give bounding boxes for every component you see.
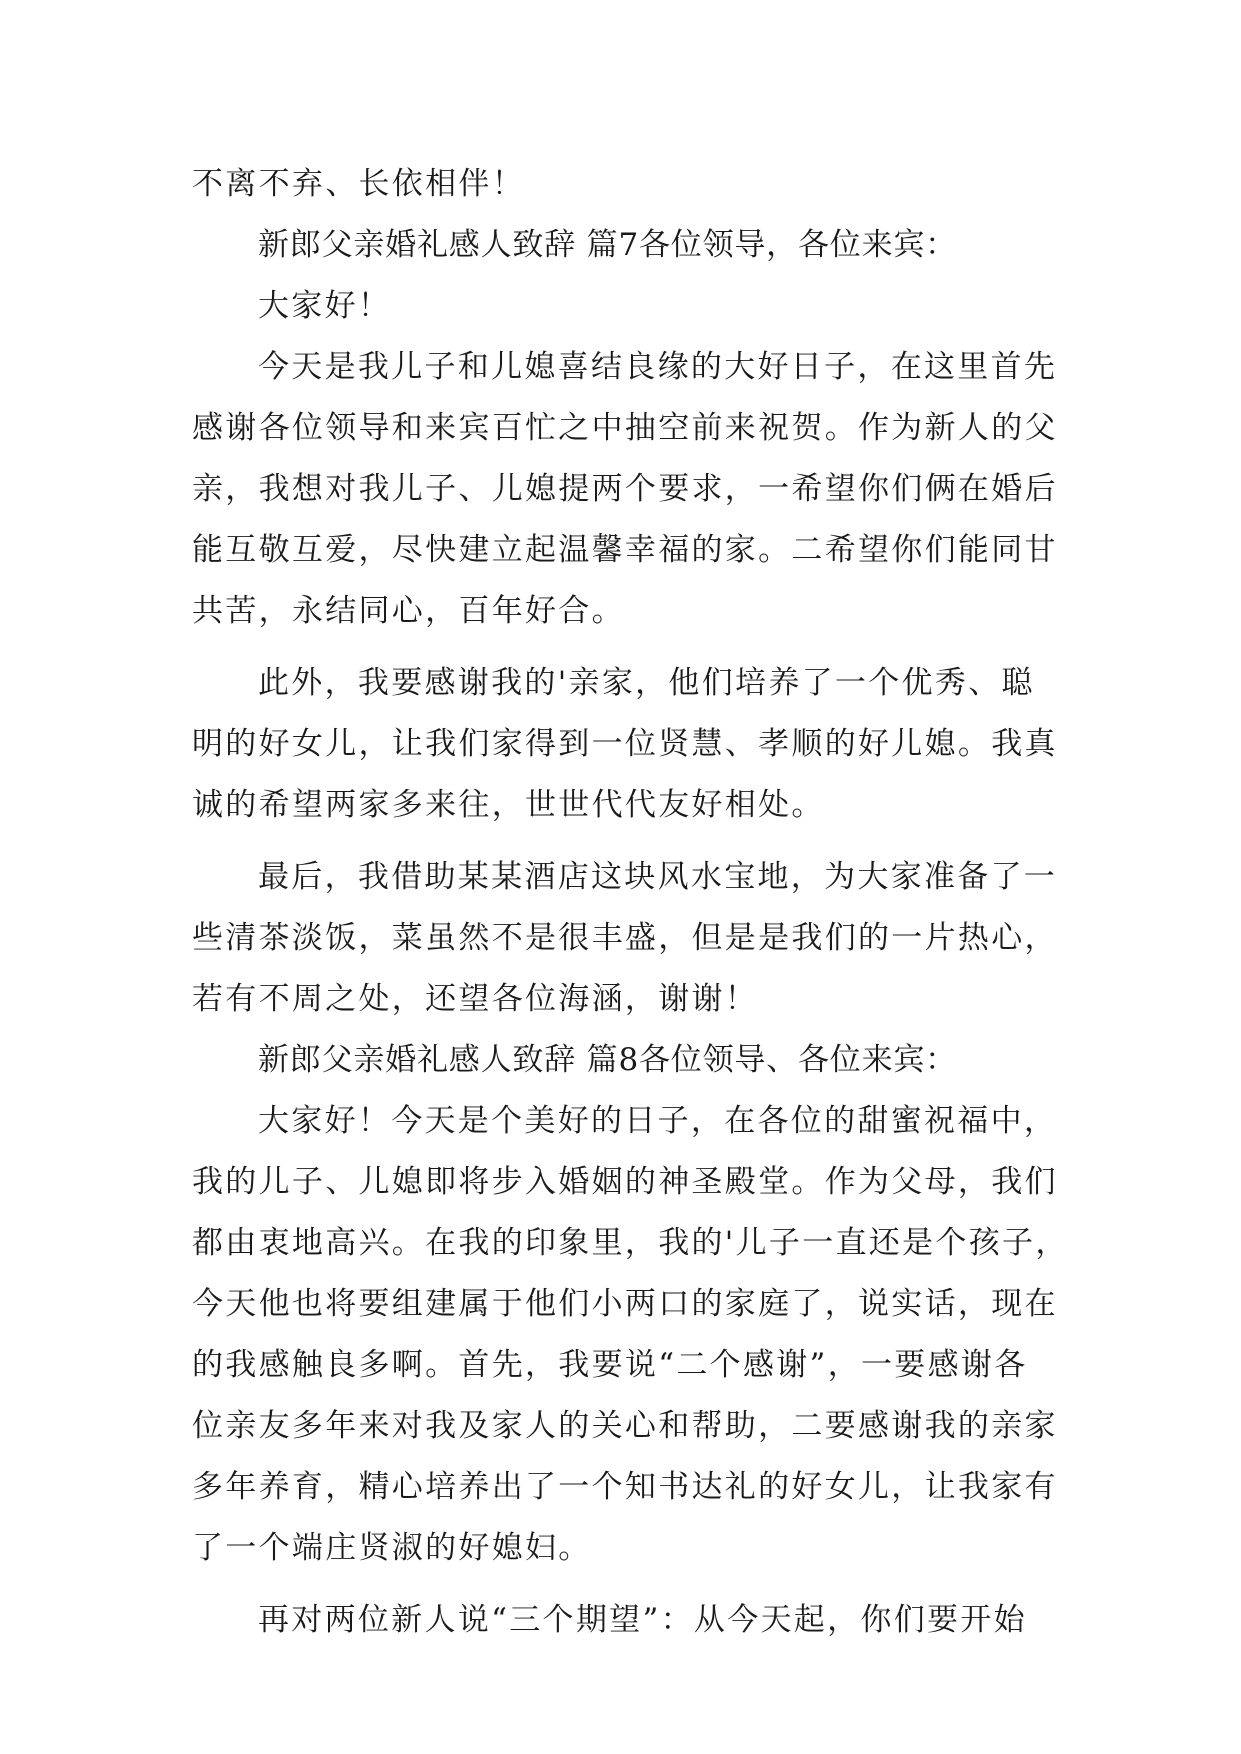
greeting: 大家好！	[258, 288, 392, 324]
text-line: 今天他也将要组建属于他们小两口的家庭了，说实话，现在	[192, 1286, 1058, 1322]
text-line: 都由衷地高兴。在我的印象里，我的'儿子一直还是个孩子，	[192, 1225, 1069, 1261]
section-heading-7: 新郎父亲婚礼感人致辞 篇7各位领导，各位来宾：	[258, 227, 957, 263]
text-line: 我的儿子、儿媳即将步入婚姻的神圣殿堂。作为父母，我们	[192, 1164, 1058, 1200]
text-line: 不离不弃、长依相伴！	[192, 166, 525, 202]
text-line: 诚的希望两家多来往，世世代代友好相处。	[192, 787, 825, 823]
text-line: 些清茶淡饭，菜虽然不是很丰盛，但是是我们的一片热心，	[192, 920, 1058, 956]
text-line: 最后，我借助某某酒店这块风水宝地，为大家准备了一	[258, 859, 1058, 895]
text-line: 了一个端庄贤淑的好媳妇。	[192, 1530, 592, 1566]
text-line: 共苦，永结同心，百年好合。	[192, 593, 625, 629]
text-line: 明的好女儿，让我们家得到一位贤慧、孝顺的好儿媳。我真	[192, 726, 1058, 762]
text-line: 亲，我想对我儿子、儿媳提两个要求，一希望你们俩在婚后	[192, 471, 1058, 507]
document-body	[192, 160, 1069, 1657]
text-line: 此外，我要感谢我的'亲家，他们培养了一个优秀、聪	[258, 665, 1035, 701]
text-line: 大家好！今天是个美好的日子，在各位的甜蜜祝福中，	[258, 1103, 1058, 1139]
text-line: 感谢各位领导和来宾百忙之中抽空前来祝贺。作为新人的父	[192, 410, 1058, 446]
text-line: 位亲友多年来对我及家人的关心和帮助，二要感谢我的亲家	[192, 1408, 1058, 1444]
text-line: 再对两位新人说“三个期望”：从今天起，你们要开始	[258, 1602, 1027, 1638]
text-line: 的我感触良多啊。首先，我要说“二个感谢”，一要感谢各	[192, 1347, 1028, 1383]
text-line: 能互敬互爱，尽快建立起温馨幸福的家。二希望你们能同甘	[192, 532, 1058, 568]
section-heading-8: 新郎父亲婚礼感人致辞 篇8各位领导、各位来宾：	[258, 1042, 957, 1078]
text-line: 今天是我儿子和儿媳喜结良缘的大好日子，在这里首先	[258, 349, 1058, 385]
text-line: 多年养育，精心培养出了一个知书达礼的好女儿，让我家有	[192, 1469, 1058, 1505]
text-line: 若有不周之处，还望各位海涵，谢谢！	[192, 981, 759, 1017]
